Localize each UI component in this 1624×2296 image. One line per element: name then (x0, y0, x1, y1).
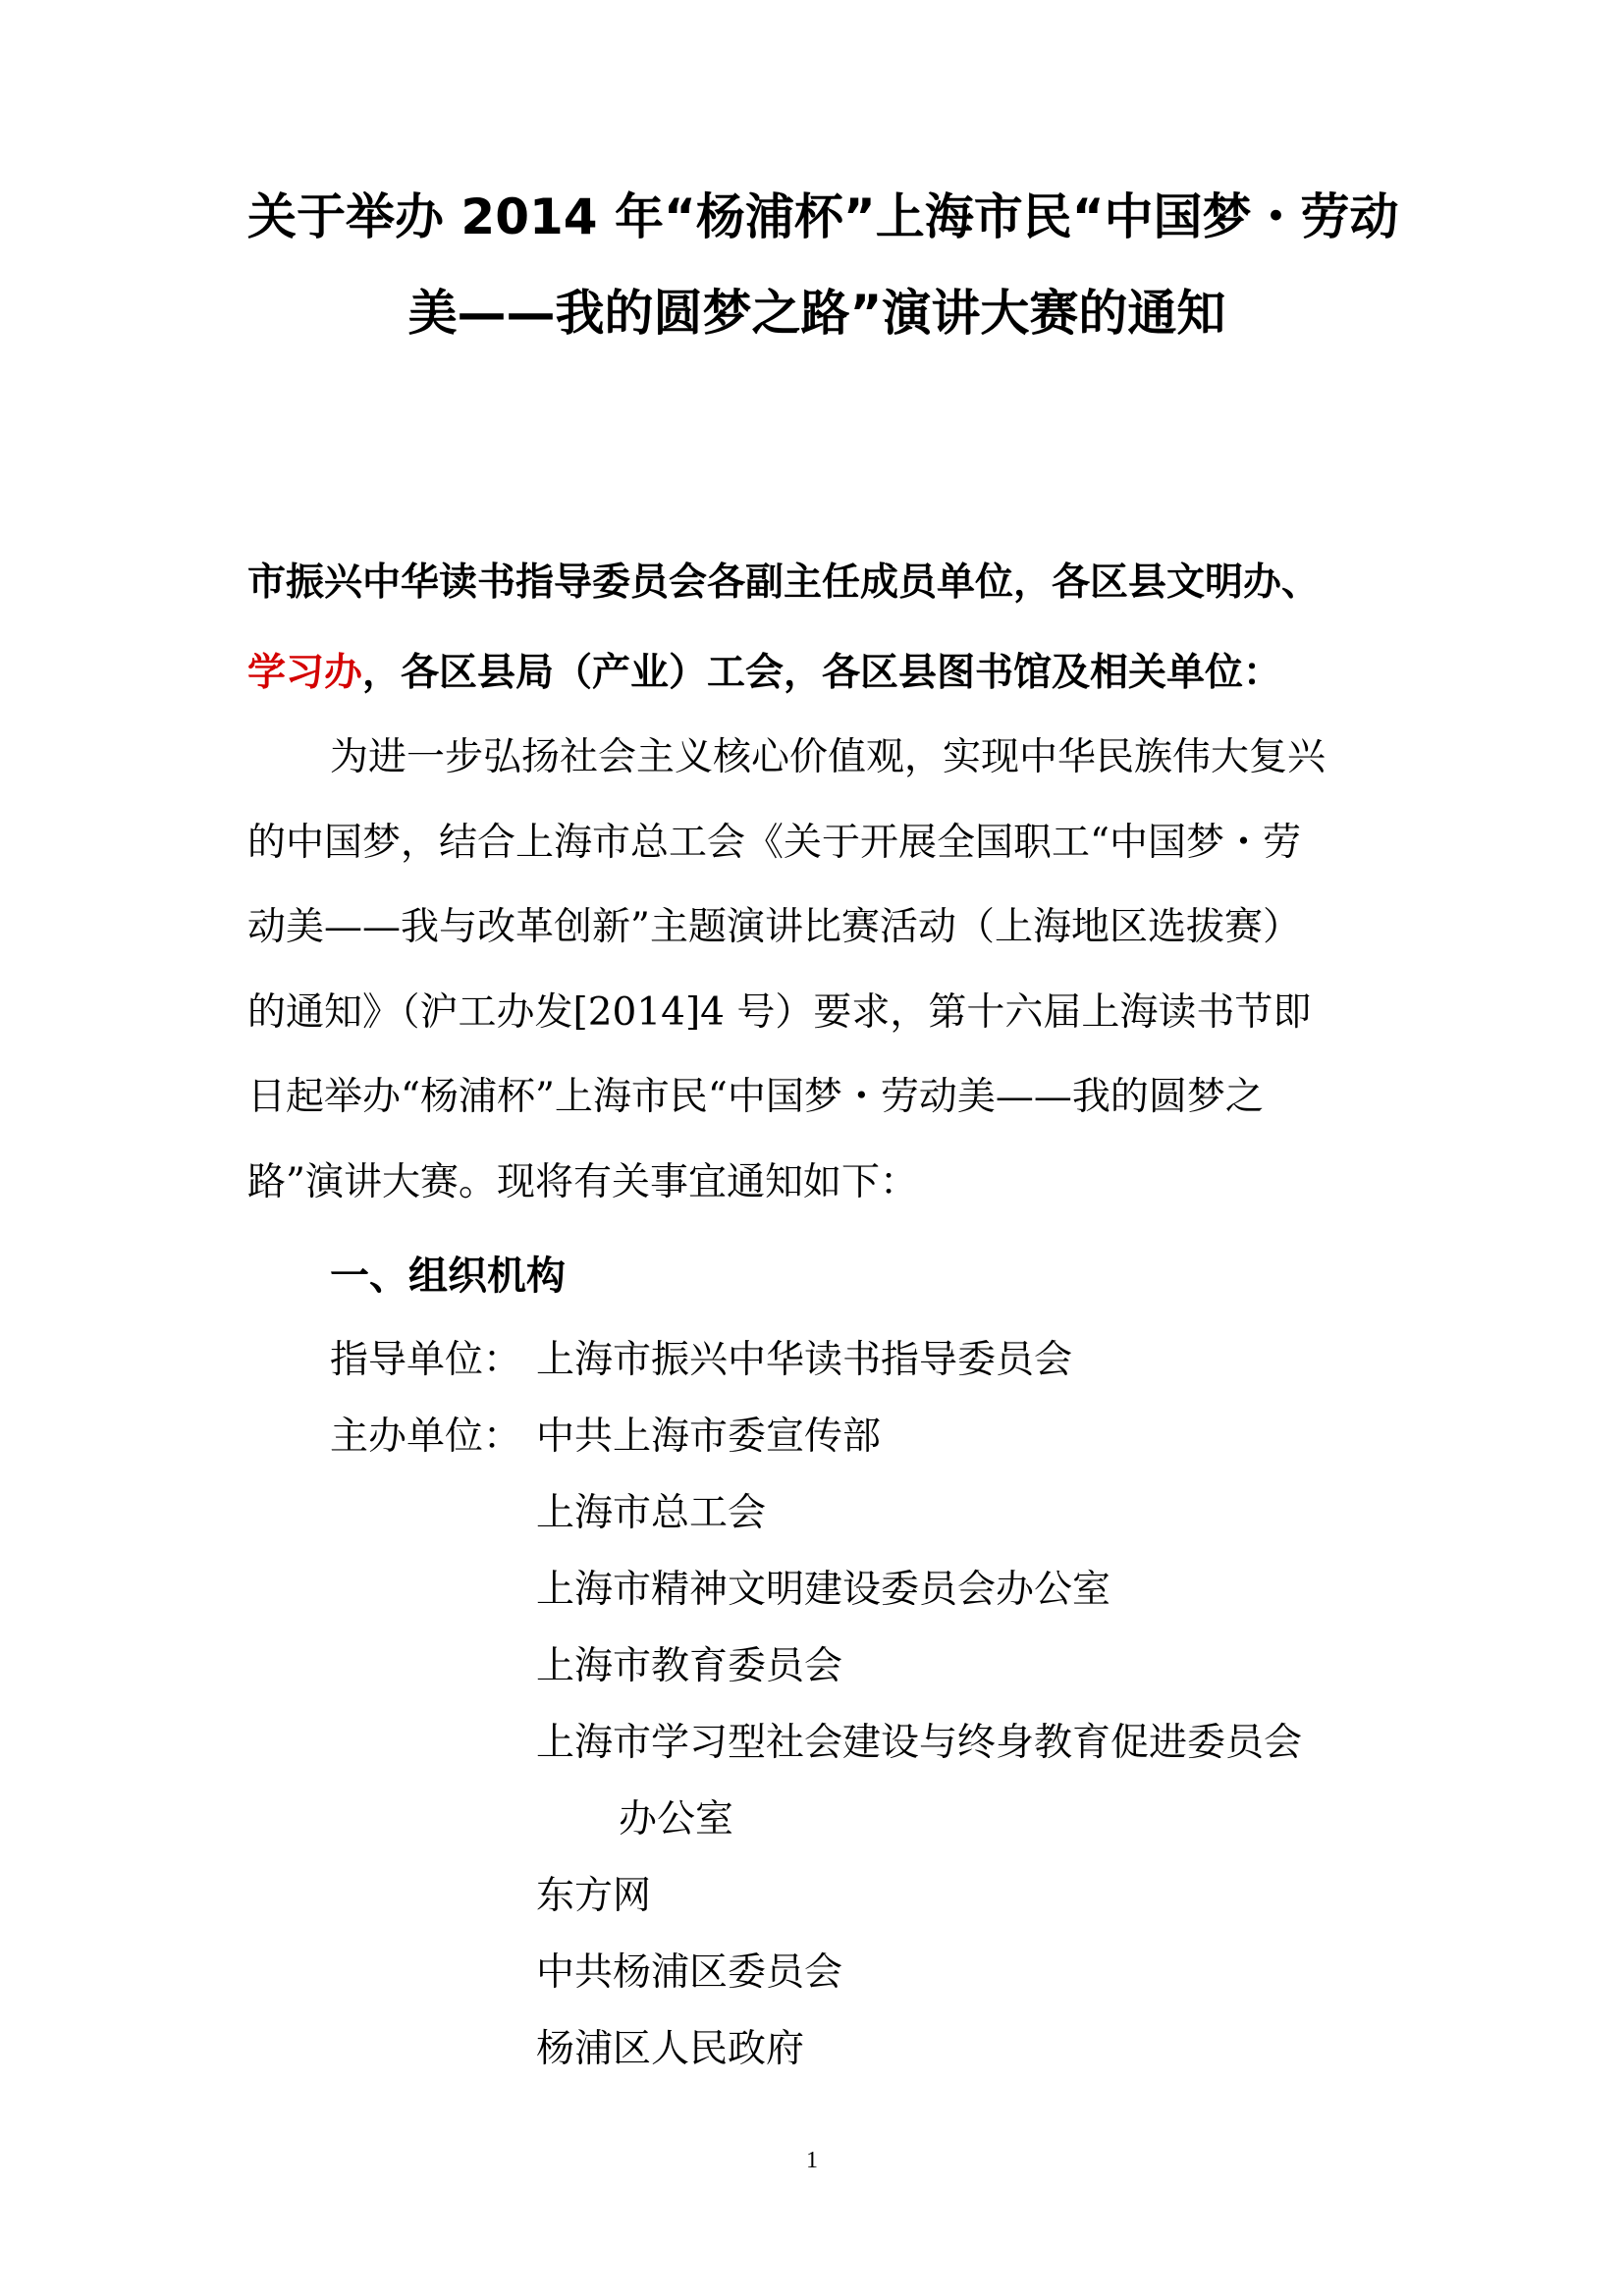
salutation-line-2-rest: ，各区县局（产业）工会，各区县图书馆及相关单位： (362, 651, 1282, 695)
guiding-unit-value: 上海市振兴中华读书指导委员会 (536, 1338, 1073, 1382)
host-unit-item: 杨浦区人民政府 (536, 2027, 805, 2071)
intro-line-2: 的中国梦，结合上海市总工会《关于开展全国职工“中国梦・劳 (247, 820, 1301, 865)
intro-line-4: 的通知》（沪工办发[2014]4 号）要求，第十六届上海读书节即 (247, 989, 1312, 1035)
host-unit-item: 上海市学习型社会建设与终身教育促进委员会 (536, 1721, 1303, 1765)
salutation (247, 538, 1386, 719)
intro-line-1: 为进一步弘扬社会主义核心价值观，实现中华民族伟大复兴 (330, 735, 1326, 779)
salutation-highlight: 学习办 (247, 651, 363, 695)
host-unit-item: 中共杨浦区委员会 (536, 1950, 843, 1995)
intro-line-6: 路”演讲大赛。现将有关事宜通知如下： (247, 1159, 918, 1204)
host-unit-item: 上海市总工会 (536, 1491, 767, 1535)
host-unit-item: 东方网 (536, 1874, 652, 1918)
host-unit-item: 上海市教育委员会 (536, 1644, 843, 1688)
guiding-unit-label: 指导单位： (330, 1338, 522, 1382)
host-unit-item-continued: 办公室 (619, 1797, 734, 1842)
notice-title (247, 169, 1399, 361)
host-unit-label: 主办单位： (330, 1415, 522, 1459)
section-heading-organization: 一、组织机构 (330, 1254, 566, 1299)
title-line-2: 美——我的圆梦之路”演讲大赛的通知 (407, 285, 1226, 342)
title-line-1: 关于举办 2014 年“杨浦杯”上海市民“中国梦・劳动 (247, 188, 1399, 245)
intro-paragraph (247, 716, 1386, 1225)
host-unit-item: 上海市精神文明建设委员会办公室 (536, 1568, 1111, 1612)
salutation-line-1: 市振兴中华读书指导委员会各副主任成员单位，各区县文明办、 (247, 561, 1321, 605)
salutation-line-2 (247, 628, 1386, 719)
intro-line-5: 日起举办“杨浦杯”上海市民“中国梦・劳动美——我的圆梦之 (247, 1075, 1264, 1119)
intro-line-3: 动美——我与改革创新”主题演讲比赛活动（上海地区选拔赛） (247, 905, 1301, 949)
host-unit-item: 中共上海市委宣传部 (536, 1415, 882, 1459)
page-number: 1 (806, 2148, 818, 2173)
